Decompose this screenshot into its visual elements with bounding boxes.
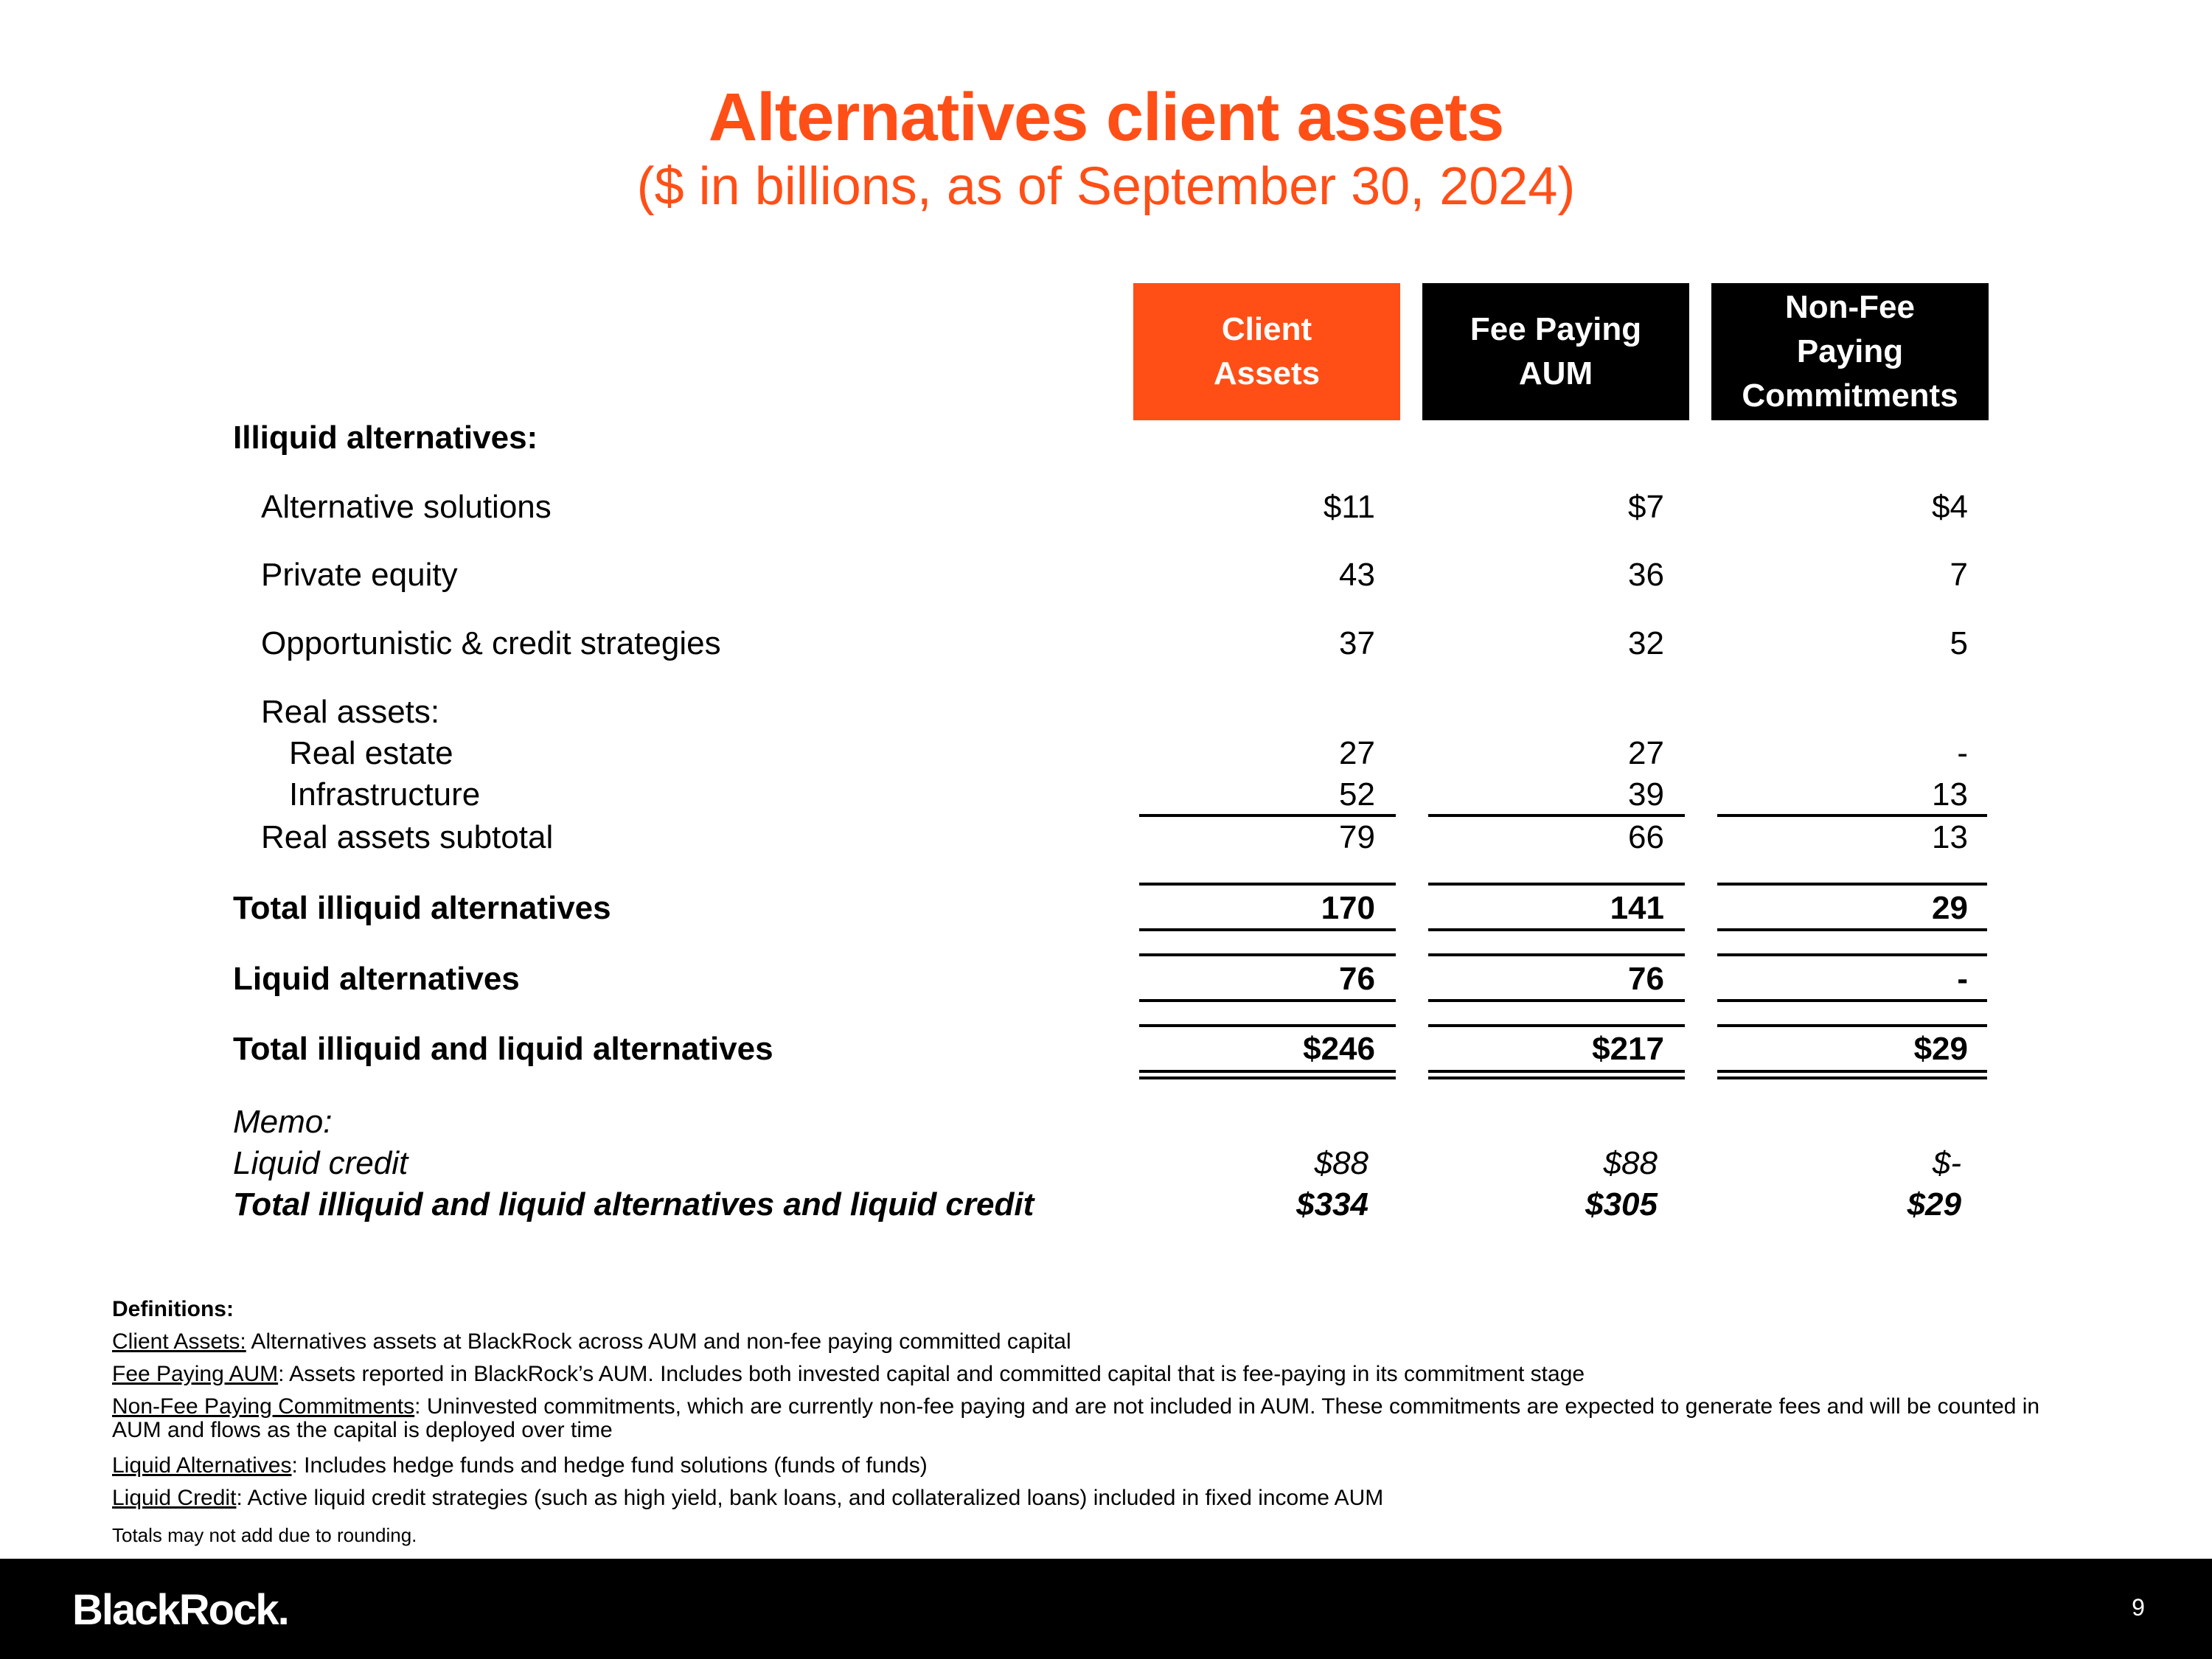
definition-text: : Includes hedge funds and hedge fund solutions (funds of funds) [291,1453,928,1478]
cell-fee-paying: $88 [1603,1145,1658,1181]
cell-client-assets: $88 [1314,1145,1368,1181]
cell-non-fee: - [1957,735,1968,771]
cell-fee-paying: 27 [1628,735,1664,771]
column-header-line: Non-Fee [1785,289,1915,325]
cell-fee-paying: $217 [1592,1031,1664,1067]
cell-non-fee: - [1957,961,1968,997]
definitions-title: Definitions: [112,1297,234,1321]
grand-total-rule [1717,1077,1987,1079]
cell-fee-paying: 76 [1628,961,1664,997]
definition-term: Non-Fee Paying Commitments [112,1394,415,1419]
cell-client-assets: 37 [1339,625,1375,661]
definition-term: Client Assets: [112,1329,246,1354]
cell-non-fee: 5 [1950,625,1968,661]
cell-non-fee: 13 [1932,819,1968,855]
footer-bar [0,1559,2212,1659]
grand-total-rule [1139,1070,1396,1073]
memo-label: Memo: [233,1104,333,1140]
total-rule [1139,928,1396,931]
cell-client-assets: $246 [1303,1031,1375,1067]
row-label-real-assets: Real assets: [261,694,440,730]
total-rule [1139,953,1396,956]
column-header-client-assets [1133,283,1400,420]
grand-total-rule [1428,1077,1685,1079]
cell-non-fee: $29 [1907,1186,1961,1222]
cell-non-fee: 7 [1950,557,1968,593]
row-label-real-estate: Real estate [289,735,453,771]
grand-total-rule [1717,1070,1987,1073]
row-label-private-equity: Private equity [261,557,458,593]
rounding-note: Totals may not add due to rounding. [112,1524,417,1546]
column-header-fee-paying-aum [1422,283,1689,420]
total-rule [1428,999,1685,1002]
total-rule [1428,953,1685,956]
cell-fee-paying: 39 [1628,776,1664,813]
cell-non-fee: 29 [1932,890,1968,926]
column-header-line: Assets [1213,355,1321,392]
row-label-infrastructure: Infrastructure [289,776,481,813]
definition-liquid-credit [112,1486,2088,1510]
row-label-total-illiquid: Total illiquid alternatives [233,890,611,926]
grand-total-rule [1139,1077,1396,1079]
row-label-alternative-solutions: Alternative solutions [261,489,552,525]
section-heading-illiquid: Illiquid alternatives: [233,420,538,456]
cell-fee-paying: $305 [1585,1186,1658,1222]
row-label-real-assets-subtotal: Real assets subtotal [261,819,554,855]
cell-client-assets: 43 [1339,557,1375,593]
definition-text: : Active liquid credit strategies (such as high yield, bank loans, and collateralized loans) included in fixed income AUM [236,1486,1384,1510]
row-label-liquid-alternatives: Liquid alternatives [233,961,520,997]
page-title: Alternatives client assets [708,80,1504,155]
total-rule [1428,1024,1685,1027]
total-rule [1139,1024,1396,1027]
cell-fee-paying: 66 [1628,819,1664,855]
cell-non-fee: 13 [1932,776,1968,813]
total-rule [1717,999,1987,1002]
column-header-line: Commitments [1742,378,1958,414]
cell-client-assets: $334 [1296,1186,1368,1222]
cell-client-assets: 79 [1339,819,1375,855]
grand-total-rule [1428,1070,1685,1073]
cell-fee-paying: 36 [1628,557,1664,593]
column-header-line: AUM [1518,355,1593,392]
row-label-liquid-credit: Liquid credit [233,1145,408,1181]
cell-client-assets: 76 [1339,961,1375,997]
column-header-line: Client [1221,311,1312,347]
definition-text: Alternatives assets at BlackRock across AUM and non-fee paying committed capital [246,1329,1071,1354]
total-rule [1139,883,1396,886]
page-number: 9 [2132,1594,2145,1621]
cell-non-fee: $- [1932,1145,1961,1181]
total-rule [1717,953,1987,956]
total-rule [1717,1024,1987,1027]
total-rule [1717,928,1987,931]
row-label-opportunistic-credit: Opportunistic & credit strategies [261,625,721,661]
cell-non-fee: $4 [1932,489,1968,525]
cell-client-assets: $11 [1323,489,1375,525]
cell-client-assets: 27 [1339,735,1375,771]
column-header-line: Paying [1796,333,1904,369]
total-rule [1428,883,1685,886]
total-rule [1139,999,1396,1002]
page-subtitle: ($ in billions, as of September 30, 2024) [636,157,1576,216]
cell-client-assets: 170 [1321,890,1375,926]
total-rule [1717,883,1987,886]
definition-fee-paying-aum [112,1363,2088,1386]
column-header-line: Fee Paying [1470,311,1642,347]
definition-liquid-alternatives [112,1454,2088,1478]
definition-term: Liquid Alternatives [112,1453,292,1478]
total-rule [1428,928,1685,931]
definition-term: Liquid Credit [112,1486,237,1510]
cell-fee-paying: 32 [1628,625,1664,661]
blackrock-logo [72,1587,288,1634]
cell-fee-paying: $7 [1628,489,1664,525]
logo-dot: . [277,1586,288,1634]
definition-text: : Uninvested commitments, which are currently non-fee paying and are not included in AUM. These commitments are expected to generate fees and will be counted in AUM and flows as the capital is deployed over time [112,1394,2040,1442]
row-label-total-illiquid-liquid: Total illiquid and liquid alternatives [233,1031,773,1067]
definition-text: : Assets reported in BlackRock’s AUM. Includes both invested capital and committed capital that is fee-paying in its commitment stage [278,1362,1585,1386]
column-header-non-fee-paying [1711,283,1989,420]
row-label-total-with-credit: Total illiquid and liquid alternatives and liquid credit [233,1186,1034,1222]
cell-fee-paying: 141 [1610,890,1664,926]
definition-client-assets [112,1330,2088,1354]
logo-text: BlackRock [72,1586,278,1634]
definition-term: Fee Paying AUM [112,1362,279,1386]
cell-non-fee: $29 [1913,1031,1968,1067]
definition-non-fee-commitments [112,1395,2088,1442]
cell-client-assets: 52 [1339,776,1375,813]
